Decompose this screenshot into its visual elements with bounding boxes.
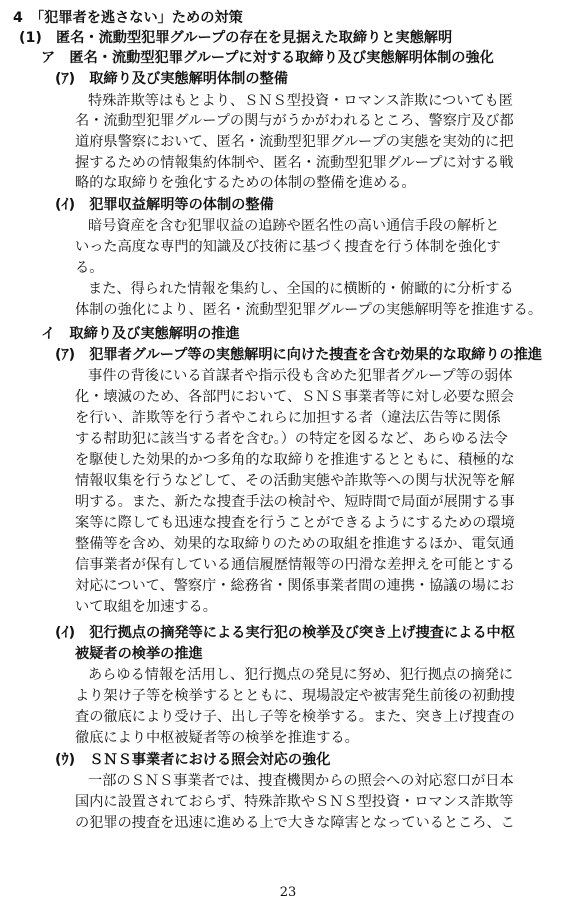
subitem-heading: (ｳ) ＳＮＳ事業者における照会対応の強化 <box>55 752 331 768</box>
subitem-heading-continued: 被疑者の検挙の推進 <box>75 646 203 662</box>
body-line: また、得られた情報を集約し、全国的に横断的・俯瞰的に分析する <box>88 281 514 297</box>
subitem-heading: (ｱ) 犯罪者グループ等の実態解明に向けた捜査を含む効果的な取締りの推進 <box>55 347 543 363</box>
body-line: する幇助犯に該当する者を含む。）の特定を図るなど、あらゆる法令 <box>75 431 508 447</box>
section-heading: 4 「犯罪者を逃さない」ための対策 <box>13 10 243 26</box>
subitem-heading: (ｲ) 犯行拠点の摘発等による実行犯の検挙及び突き上げ捜査による中枢 <box>55 625 515 641</box>
body-line: の犯罪の捜査を迅速に進める上で大きな障害となっているところ、こ <box>75 815 515 831</box>
body-line: を駆使した効果的かつ多角的な取締りを推進するとともに、積極的な <box>75 452 515 468</box>
body-line: より架け子等を検挙するとともに、現場設定や被害発生前後の初動捜 <box>75 688 515 704</box>
body-line: 情報収集を行うなどして、その活動実態や詐欺等への関与状況等を解 <box>75 473 515 489</box>
body-line: 案等に際しても迅速な捜査を行うことができるようにするための環境 <box>75 515 515 531</box>
body-line: 道府県警察において、匿名・流動型犯罪グループの実態を実効的に把 <box>75 134 514 150</box>
body-line: 対応について、警察庁・総務省・関係事業者間の連携・協議の場にお <box>75 578 515 594</box>
body-line: 一部のＳＮＳ事業者では、捜査機関からの照会への対応窓口が日本 <box>88 773 514 789</box>
subitem-heading: (ｲ) 犯罪収益解明等の体制の整備 <box>55 197 274 213</box>
body-line: 国内に設置されておらず、特殊詐欺やＳＮＳ型投資・ロマンス詐欺等 <box>75 794 514 810</box>
page-number: 23 <box>279 885 297 900</box>
body-line: る。 <box>75 260 104 276</box>
subitem-heading: (ｱ) 取締り及び実態解明体制の整備 <box>55 71 288 87</box>
body-line: 暗号資産を含む犯罪収益の追跡や匿名性の高い通信手段の解析と <box>88 218 500 234</box>
body-line: を行い、詐欺等を行う者やこれらに加担する者（違法広告等に関係 <box>75 410 501 426</box>
body-line: いて取組を加速する。 <box>75 599 217 615</box>
body-line: 体制の強化により、匿名・流動型犯罪グループの実態解明等を推進する。 <box>75 302 543 318</box>
body-line: 略的な取締りを強化するための体制の整備を進める。 <box>75 175 416 191</box>
body-line: 査の徹底により受け子、出し子等を検挙する。また、突き上げ捜査の <box>75 709 515 725</box>
body-line: 握するための情報集約体制や、匿名・流動型犯罪グループに対する戦 <box>75 155 514 171</box>
body-line: 明する。また、新たな捜査手法の検討や、短時間で局面が展開する事 <box>75 494 515 510</box>
item-heading: イ 取締り及び実態解明の推進 <box>41 326 240 342</box>
item-heading: ア 匿名・流動型犯罪グループに対する取締り及び実態解明体制の強化 <box>41 50 494 66</box>
body-line: 整備等を含め、効果的な取締りのための取組を推進するほか、電気通 <box>75 536 515 552</box>
body-line: 事件の背後にいる首謀者や指示役も含めた犯罪者グループ等の弱体 <box>88 368 513 384</box>
body-line: 徹底により中枢被疑者等の検挙を推進する。 <box>75 730 359 746</box>
body-line: 特殊詐欺等はもとより、ＳＮＳ型投資・ロマンス詐欺についても匿 <box>88 93 513 109</box>
body-line: 化・壊滅のため、各部門において、ＳＮＳ事業者等に対し必要な照会 <box>75 389 514 405</box>
subsection-heading: (1) 匿名・流動型犯罪グループの存在を見据えた取締りと実態解明 <box>19 30 453 46</box>
body-line: いった高度な専門的知識及び技術に基づく捜査を行う体制を強化す <box>75 239 501 255</box>
body-line: 名・流動型犯罪グループの関与がうかがわれるところ、警察庁及び都 <box>75 113 514 129</box>
body-line: 信事業者が保有している通信履歴情報等の円滑な差押えを可能とする <box>75 557 515 573</box>
body-line: あらゆる情報を活用し、犯行拠点の発見に努め、犯行拠点の摘発に <box>88 667 514 683</box>
